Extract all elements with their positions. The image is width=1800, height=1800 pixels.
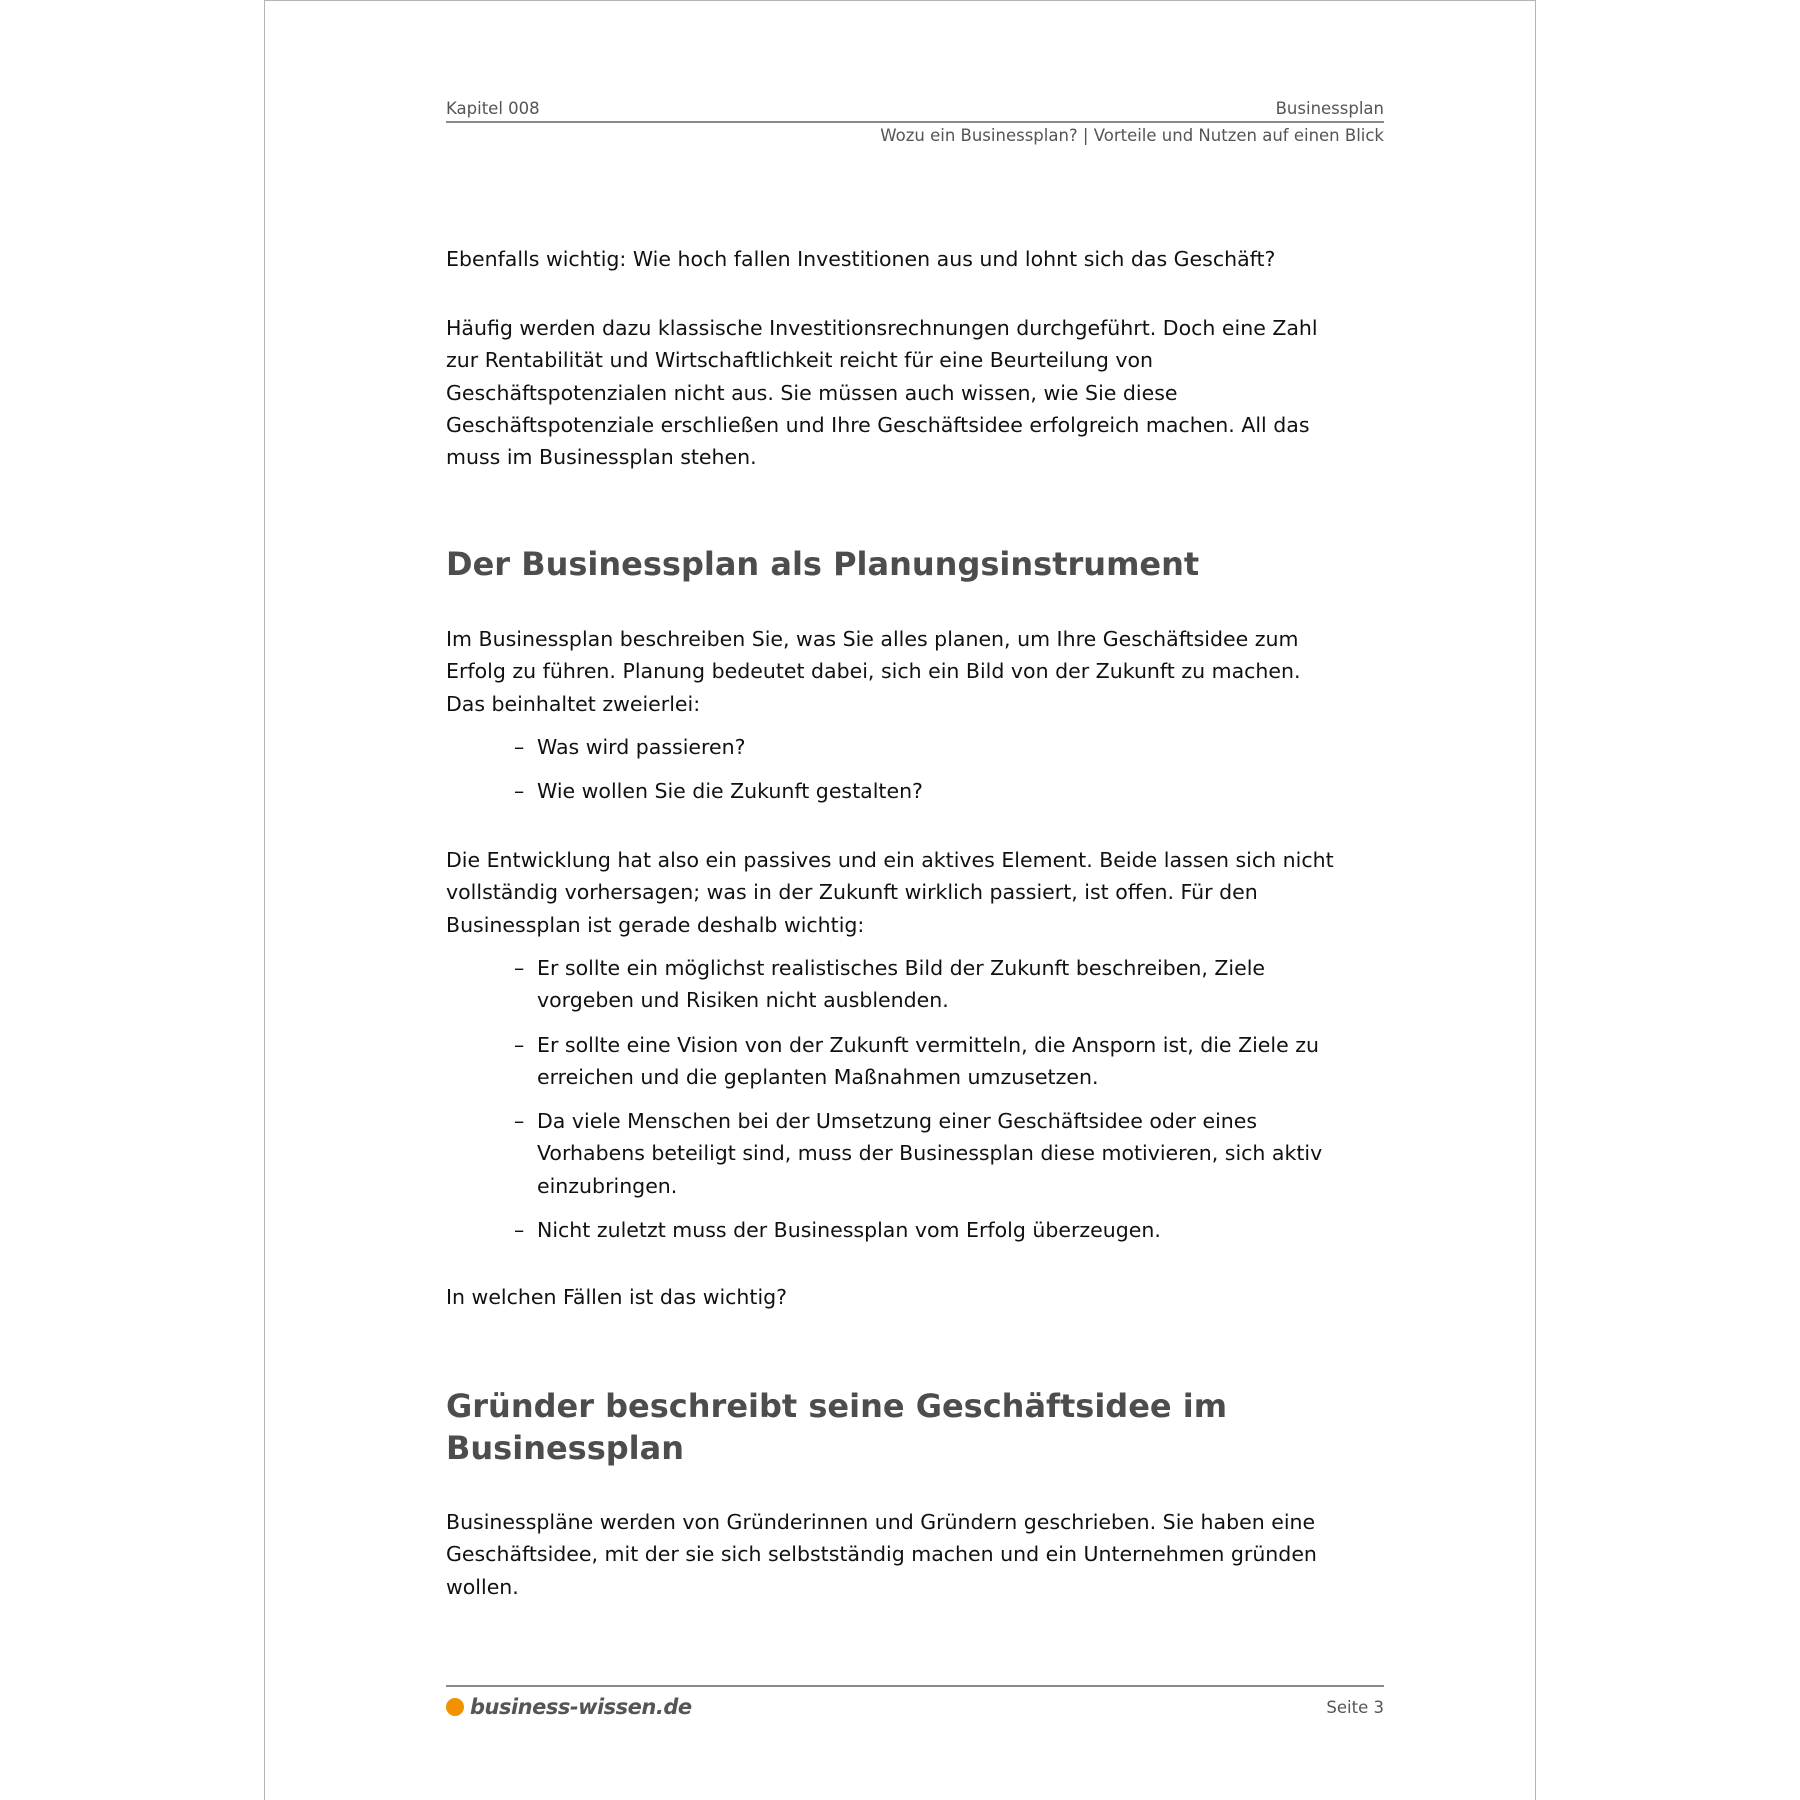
section-heading: Der Businessplan als Planungsinstrument: [446, 545, 1200, 583]
list-item-text: Wie wollen Sie die Zukunft gestalten?: [537, 779, 923, 804]
list-item: [446, 731, 1384, 763]
dash-bullet: –: [514, 956, 525, 980]
paragraph-faelle: [446, 1281, 1384, 1313]
list-item-line: vorgeben und Risiken nicht ausblenden.: [537, 988, 949, 1013]
list-item-line: Er sollte eine Vision von der Zukunft vermitteln, die Ansporn ist, die Ziele zu: [537, 1032, 1319, 1057]
text-line: Geschäftsidee, mit der sie sich selbstständig machen und ein Unternehmen gründen: [446, 1542, 1317, 1567]
section-heading: [446, 1385, 1384, 1469]
paragraph-investitionen: [446, 243, 1384, 275]
text-line: wollen.: [446, 1574, 519, 1599]
dash-list: [446, 731, 1384, 808]
list-item-line: Nicht zuletzt muss der Businessplan vom Erfolg überzeugen.: [537, 1218, 1161, 1243]
list-item-line: einzubringen.: [537, 1173, 678, 1198]
text-line: Im Businessplan beschreiben Sie, was Sie alles planen, um Ihre Geschäftsidee zum: [446, 627, 1299, 651]
list-businessplan-wichtig: [446, 952, 1384, 1246]
text-line: Die Entwicklung hat also ein passives und ein aktives Element. Beide lassen sich nicht: [446, 848, 1334, 872]
dash-bullet: –: [514, 1032, 525, 1057]
heading-gruender: [446, 1385, 1384, 1469]
list-item-line: Er sollte ein möglichst realistisches Bild der Zukunft beschreiben, Ziele: [537, 956, 1266, 980]
page-number: Seite 3: [1326, 1698, 1384, 1717]
header-row: [446, 99, 1384, 123]
paragraph-text: In welchen Fällen ist das wichtig?: [446, 1285, 788, 1309]
list-item: [446, 1105, 1384, 1202]
paragraph-text: [446, 312, 1384, 473]
dash-bullet: –: [514, 779, 525, 804]
list-item-text: Was wird passieren?: [537, 735, 746, 759]
paragraph-planung: [446, 623, 1384, 720]
logo-dot-icon: [446, 1698, 464, 1716]
logo-wordmark: business-wissen.de: [470, 1695, 692, 1719]
paragraph-investitionsrechnungen: [446, 312, 1384, 473]
heading-planungsinstrument: [446, 543, 1384, 585]
list-item-line: Vorhabens beteiligt sind, muss der Businessplan diese motivieren, sich aktiv: [537, 1141, 1323, 1166]
brand-logo: [446, 1695, 692, 1719]
dash-bullet: –: [514, 735, 525, 759]
text-line: vollständig vorhersagen; was in der Zukunft wirklich passiert, ist offen. Für den: [446, 880, 1258, 905]
text-line: Businessplan ist gerade deshalb wichtig:: [446, 912, 865, 937]
paragraph-gruender: [446, 1506, 1384, 1603]
list-item-line: Da viele Menschen bei der Umsetzung einer Geschäftsidee oder eines: [537, 1109, 1258, 1134]
list-zweierlei: [446, 731, 1384, 808]
dash-list: [446, 952, 1384, 1246]
text-line: Das beinhaltet zweierlei:: [446, 691, 701, 716]
text-line: Geschäftspotenzialen nicht aus. Sie müssen auch wissen, wie Sie diese: [446, 380, 1178, 405]
paragraph-text: [446, 1506, 1384, 1603]
page-footer: [446, 1685, 1384, 1719]
list-item: [446, 1214, 1384, 1246]
document-title: Businessplan: [1275, 99, 1384, 118]
list-item: [446, 952, 1384, 1017]
text-line: Erfolg zu führen. Planung bedeutet dabei, sich ein Bild von der Zukunft zu machen.: [446, 659, 1301, 684]
text-line: zur Rentabilität und Wirtschaftlichkeit reicht für eine Beurteilung von: [446, 348, 1154, 373]
heading-line: Gründer beschreibt seine Geschäftsidee im: [446, 1387, 1228, 1425]
text-line: Häufig werden dazu klassische Investitionsrechnungen durchgeführt. Doch eine Zahl: [446, 316, 1318, 340]
heading-line: Businessplan: [446, 1429, 685, 1467]
page-header: [446, 99, 1384, 146]
chapter-label: Kapitel 008: [446, 99, 540, 118]
paragraph-text: [446, 844, 1384, 941]
list-item-line: erreichen und die geplanten Maßnahmen umzusetzen.: [537, 1064, 1099, 1089]
text-line: Geschäftspotenziale erschließen und Ihre Geschäftsidee erfolgreich machen. All das: [446, 412, 1310, 437]
header-subtitle: Wozu ein Businessplan? | Vorteile und Nutzen auf einen Blick: [880, 126, 1384, 145]
paragraph-entwicklung: [446, 844, 1384, 941]
paragraph-text: [446, 623, 1384, 720]
document-page: [264, 0, 1536, 1800]
list-item: [446, 1029, 1384, 1094]
text-line: muss im Businessplan stehen.: [446, 445, 757, 470]
text-line: Businesspläne werden von Gründerinnen und Gründern geschrieben. Sie haben eine: [446, 1510, 1316, 1534]
dash-bullet: –: [514, 1218, 525, 1243]
list-item: [446, 775, 1384, 807]
paragraph-text: Ebenfalls wichtig: Wie hoch fallen Investitionen aus und lohnt sich das Geschäft?: [446, 247, 1276, 271]
dash-bullet: –: [514, 1109, 525, 1134]
